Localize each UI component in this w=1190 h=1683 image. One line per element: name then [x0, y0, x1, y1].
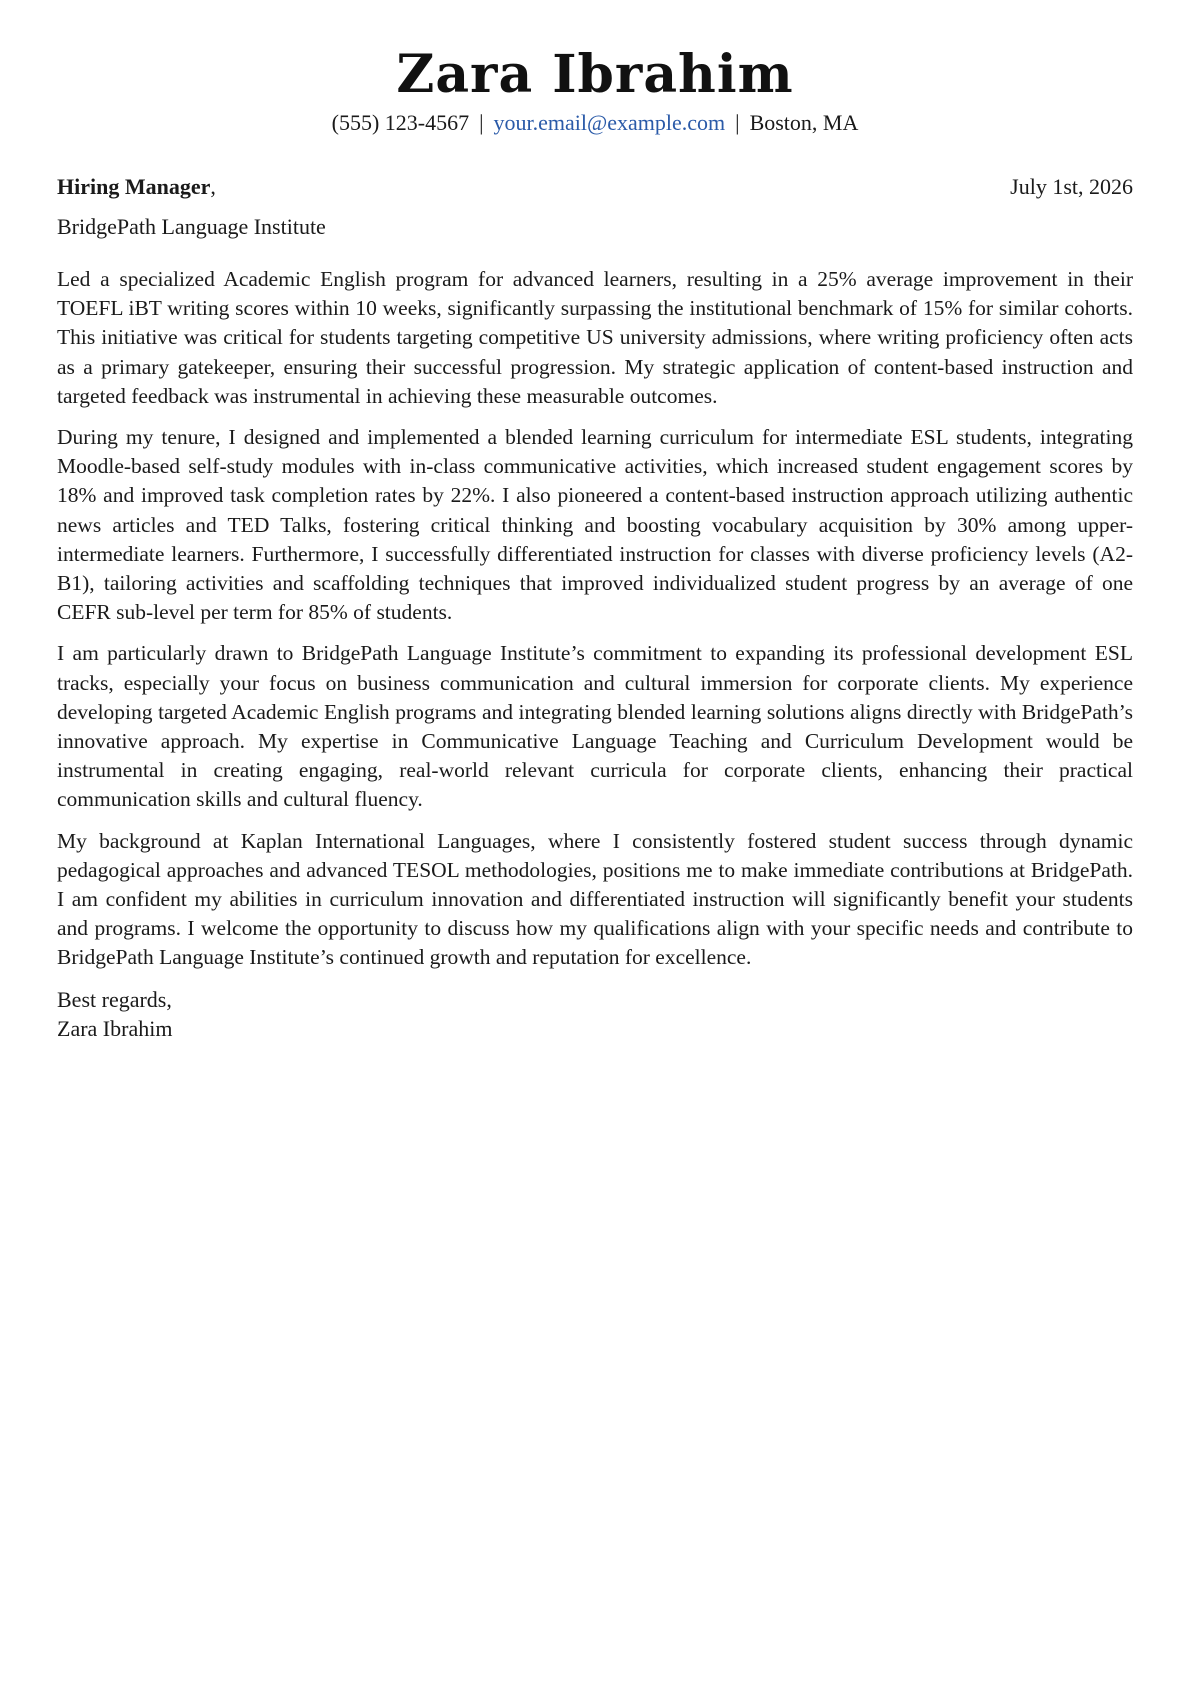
recipient-row [57, 172, 1133, 202]
body-paragraph: Led a specialized Academic English program for advanced learners, resulting in a 25% average improvement in their TOEFL iBT writing scores within 10 weeks, significantly surpassing the institutional benchmark of 15% for similar cohorts. This initiative was critical for students targeting competitive US university admissions, where writing proficiency often acts as a primary gatekeeper, ensuring their successful progression. My strategic application of content-based instruction and targeted feedback was instrumental in achieving these measurable outcomes. [57, 267, 1133, 408]
recipient-title: Hiring Manager [57, 174, 211, 199]
email-link[interactable]: your.email@example.com [493, 110, 726, 135]
recipient-company: BridgePath Language Institute [57, 214, 326, 239]
location: Boston, MA [749, 110, 859, 135]
contact-separator: | [479, 110, 484, 135]
letter-date: July 1st, 2026 [1010, 174, 1133, 199]
contact-line [57, 108, 1133, 138]
body-paragraph: My background at Kaplan International Languages, where I consistently fostered student success through dynamic pedagogical approaches and advanced TESOL methodologies, positions me to make immediate contributions at BridgePath. I am confident my abilities in curriculum innovation and differentiated instruction will significantly benefit your students and programs. I welcome the opportunity to discuss how my qualifications align with your specific needs and contribute to BridgePath Language Institute’s continued growth and reputation for excellence. [57, 828, 1133, 970]
body-paragraph: I am particularly drawn to BridgePath Language Institute’s commitment to expanding its professional development ESL tracks, especially your focus on business communication and cultural immersion for corporate clients. My experience developing targeted Academic English programs and integrating blended learning solutions aligns directly with BridgePath’s innovative approach. My expertise in Communicative Language Teaching and Curriculum Development would be instrumental in creating engaging, real-world relevant curricula for corporate clients, enhancing their practical communication skills and cultural fluency. [57, 641, 1133, 812]
recipient-title-suffix: , [210, 174, 216, 199]
closing-salutation: Best regards, [57, 986, 172, 1012]
closing-signature: Zara Ibrahim [57, 1015, 173, 1041]
body-paragraph: During my tenure, I designed and implemented a blended learning curriculum for intermediate ESL students, integrating Moodle-based self-study modules with in-class communicative activities, which increased student engagement scores by 18% and improved task completion rates by 22%. I also pioneered a content-based instruction approach utilizing authentic news articles and TED Talks, fostering critical thinking and boosting vocabulary acquisition by 30% among upper-intermediate learners. Furthermore, I successfully differentiated instruction for classes with diverse proficiency levels (A2-B1), tailoring activities and scaffolding techniques that improved individualized student progress by an average of one CEFR sub-level per term for 85% of students. [57, 425, 1133, 625]
recipient-greeting [57, 172, 216, 202]
phone-number: (555) 123-4567 [331, 110, 470, 135]
applicant-name: Zara Ibrahim [396, 44, 794, 105]
letter-closing [57, 985, 1133, 1043]
letter-header [57, 0, 1133, 138]
contact-separator: | [735, 110, 740, 135]
letter-body [57, 265, 1133, 973]
